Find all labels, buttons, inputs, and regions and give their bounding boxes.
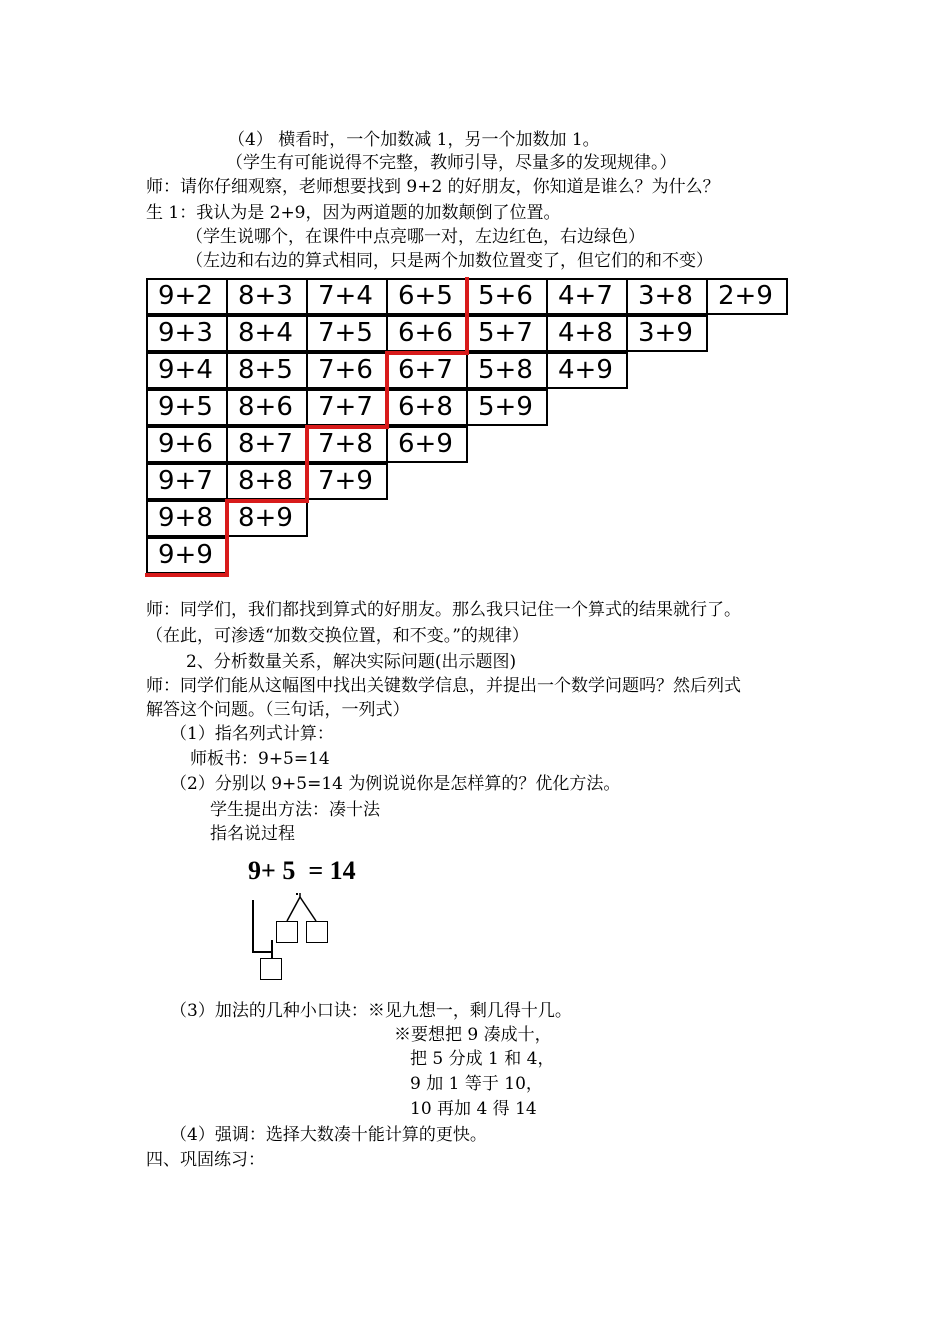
table-cell: 7+8 xyxy=(306,426,388,463)
table-cell: 7+5 xyxy=(306,315,388,352)
text-line: 师：请你仔细观察，老师想要找到 9+2 的好朋友，你知道是谁么？为什么？ xyxy=(146,177,720,197)
table-cell: 5+7 xyxy=(466,315,548,352)
text-line: ※要想把 9 凑成十， xyxy=(394,1025,552,1045)
table-cell: 8+3 xyxy=(226,278,308,315)
table-cell: 8+4 xyxy=(226,315,308,352)
table-cell: 7+7 xyxy=(306,389,388,426)
table-cell: 5+8 xyxy=(466,352,548,389)
table-cell: 2+9 xyxy=(706,278,788,315)
table-cell: 9+9 xyxy=(146,537,228,574)
table-cell: 9+7 xyxy=(146,463,228,500)
table-cell: 4+9 xyxy=(546,352,628,389)
text-line: （2）分别以 9+5=14 为例说说你是怎样算的？优化方法。 xyxy=(170,774,621,794)
table-cell: 6+6 xyxy=(386,315,468,352)
table-cell: 6+5 xyxy=(386,278,468,315)
text-line: 9 加 1 等于 10， xyxy=(410,1074,543,1094)
table-cell: 9+3 xyxy=(146,315,228,352)
text-line: 师板书：9+5=14 xyxy=(190,749,330,769)
text-line: 生 1：我认为是 2+9，因为两道题的加数颠倒了位置。 xyxy=(146,203,561,223)
text-line: 师：同学们，我们都找到算式的好朋友。那么我只记住一个算式的结果就行了。 xyxy=(146,600,741,620)
table-cell: 3+9 xyxy=(626,315,708,352)
table-cell: 9+5 xyxy=(146,389,228,426)
text-line: （左边和右边的算式相同，只是两个加数位置变了，但它们的和不变） xyxy=(186,251,713,271)
table-cell: 5+9 xyxy=(466,389,548,426)
text-line: （1）指名列式计算： xyxy=(170,724,334,744)
text-line: （学生有可能说得不完整，教师引导，尽量多的发现规律。） xyxy=(226,153,677,173)
table-cell: 9+4 xyxy=(146,352,228,389)
table-cell: 8+7 xyxy=(226,426,308,463)
table-cell: 9+8 xyxy=(146,500,228,537)
table-cell: 8+6 xyxy=(226,389,308,426)
table-cell: 9+6 xyxy=(146,426,228,463)
text-line: （3）加法的几种小口诀：※见九想一，剩几得十几。 xyxy=(170,1001,572,1021)
table-cell: 6+9 xyxy=(386,426,468,463)
text-line: 学生提出方法：凑十法 xyxy=(210,800,380,820)
text-line: 师：同学们能从这幅图中找出关键数学信息，并提出一个数学问题吗？然后列式 xyxy=(146,676,741,696)
blank-box xyxy=(260,958,282,980)
text-line: （在此，可渗透“加数交换位置，和不变。”的规律） xyxy=(146,626,529,646)
table-cell: 9+2 xyxy=(146,278,228,315)
table-cell: 8+8 xyxy=(226,463,308,500)
text-line: 2、分析数量关系，解决实际问题(出示题图) xyxy=(186,652,517,672)
table-cell: 8+9 xyxy=(226,500,308,537)
table-cell: 7+9 xyxy=(306,463,388,500)
text-line: 把 5 分成 1 和 4， xyxy=(410,1049,555,1069)
table-cell: 5+6 xyxy=(466,278,548,315)
table-cell: 4+7 xyxy=(546,278,628,315)
table-cell: 6+7 xyxy=(386,352,468,389)
table-cell: 3+8 xyxy=(626,278,708,315)
table-cell: 4+8 xyxy=(546,315,628,352)
text-line: 指名说过程 xyxy=(210,824,295,844)
text-line: 四、巩固练习： xyxy=(146,1150,265,1170)
text-line: （4）强调：选择大数凑十能计算的更快。 xyxy=(170,1125,487,1145)
blank-box xyxy=(306,921,328,943)
text-line: （学生说哪个，在课件中点亮哪一对，左边红色，右边绿色） xyxy=(186,227,645,247)
text-line: 解答这个问题。（三句话，一列式） xyxy=(146,700,410,720)
text-line: （4） 横看时，一个加数减 1，另一个加数加 1。 xyxy=(228,130,600,150)
table-cell: 7+4 xyxy=(306,278,388,315)
equation: 9+ 5 = 14 xyxy=(248,856,356,885)
table-cell: 7+6 xyxy=(306,352,388,389)
table-cell: 6+8 xyxy=(386,389,468,426)
text-line: 10 再加 4 得 14 xyxy=(410,1099,537,1119)
blank-box xyxy=(276,921,298,943)
table-cell: 8+5 xyxy=(226,352,308,389)
